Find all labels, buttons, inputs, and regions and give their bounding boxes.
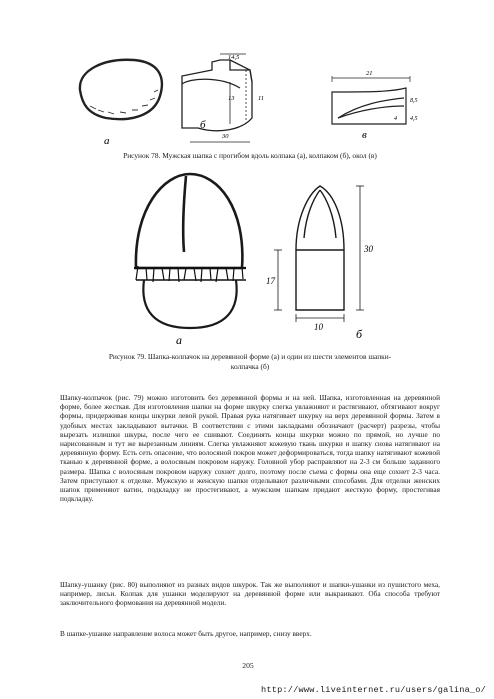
figure-79b-label: б <box>356 327 363 341</box>
figure-79a-wooden-form <box>143 280 236 328</box>
figure-78-drawing <box>70 48 430 152</box>
figure-78b-dim-13: 13 <box>228 95 235 102</box>
figure-79b-dim-10: 10 <box>314 322 323 332</box>
figure-78a-label: а <box>104 135 110 147</box>
figure-78b-dim-11: 11 <box>258 95 265 102</box>
figure-78v-dim-4: 4 <box>394 116 397 122</box>
figure-78-caption: Рисунок 78. Мужская шапка с прогибом вдоль колпака (а), колпаком (б), окол (в) <box>123 151 377 160</box>
figure-79a-fur-brim <box>134 266 246 282</box>
figure-78v-dim-4-5: 4,5 <box>410 116 418 122</box>
figure-78b-label: б <box>200 119 206 131</box>
footer-url: http://www.liveinternet.ru/users/galina_o/ <box>261 685 486 695</box>
figure-78v-dim-21: 21 <box>366 70 373 77</box>
figure-79b-pattern-element <box>296 186 344 310</box>
page-number: 205 <box>242 661 254 670</box>
figure-78b-pattern <box>182 60 252 131</box>
figure-79a-label: а <box>176 333 182 347</box>
figure-78b-dim-14-5: 14,5 <box>228 54 240 61</box>
figure-79-caption-line2: колпачка (б) <box>230 362 270 371</box>
figure-79-drawing <box>124 168 384 348</box>
figure-78b-dim-30: 30 <box>222 133 229 140</box>
figure-79a-hat-on-form <box>136 174 242 268</box>
figure-78v-label: в <box>362 129 367 141</box>
figure-79-caption-line1: Рисунок 79. Шапка-колпачок на деревянной форме (а) и один из шести элементов шапки- <box>108 352 392 361</box>
figure-79b-dim-30: 30 <box>364 244 373 254</box>
figure-79b-dim-17: 17 <box>266 276 275 286</box>
figure-78a-hat-outline <box>80 60 162 119</box>
paragraph-hat-cap: Шапку-колпачок (рис. 79) можно изготовить без деревянной формы и на ней. Шапка, изготовленная на деревянной форме, более жесткая. Для изготовления шапки на форме шкурку слегка увлажняют и растягивают, обтягивают вокруг формы, придерживая концы шкурки левой рукой. Правая рука натягивает шкурку на верх деревянной формы. Затем в удобных местах закладывают вытачки. В соответствии с этими закладками обозначают (расчерт) разрезы, чтобы вырезать излишки шкуры, после чего ее сшивают. Соединять концы шкурки можно по прямой, но лучше по нарисованным и тут же вырезанным линиям. Слегка увлажняют кожевую ткань шкурки и шапку снова натягивают на деревянную форму. Есть сеть опасение, что волосяной покров может деформироваться, тогда шапку натягивают кожевой тканью к деревянной форме, а волосяным покровом наружу. Головной убор расправляют на 2-3 см больше заданного размера. Шапка с волосяным покровом наружу сохнет долго, поэтому после съема с формы она еще сохнет 2-3 часа. Затем приступают к отделке. Мужскую и женскую шапки отделывают различными способами. Для отделки женских шапок применяют ватин, подкладку не простегивают, а мужским шапкам придают жесткую форму, простегивая подкладку. <box>60 393 440 504</box>
paragraph-fur-direction: В шапке-ушанке направление волоса может быть другое, например, снизу вверх. <box>60 629 312 638</box>
figure-78v-dim-8-5: 8,5 <box>410 98 418 104</box>
paragraph-ushanka: Шапку-ушанку (рис. 80) выполняют из разных видов шкурок. Так же выполняют и шапки-ушанки из пушистого меха, например, лисьи. Колпак для ушанки моделируют на деревянной форме или выкраивают. Оба способа требуют заключительного формования на деревянной модели. <box>60 580 440 608</box>
